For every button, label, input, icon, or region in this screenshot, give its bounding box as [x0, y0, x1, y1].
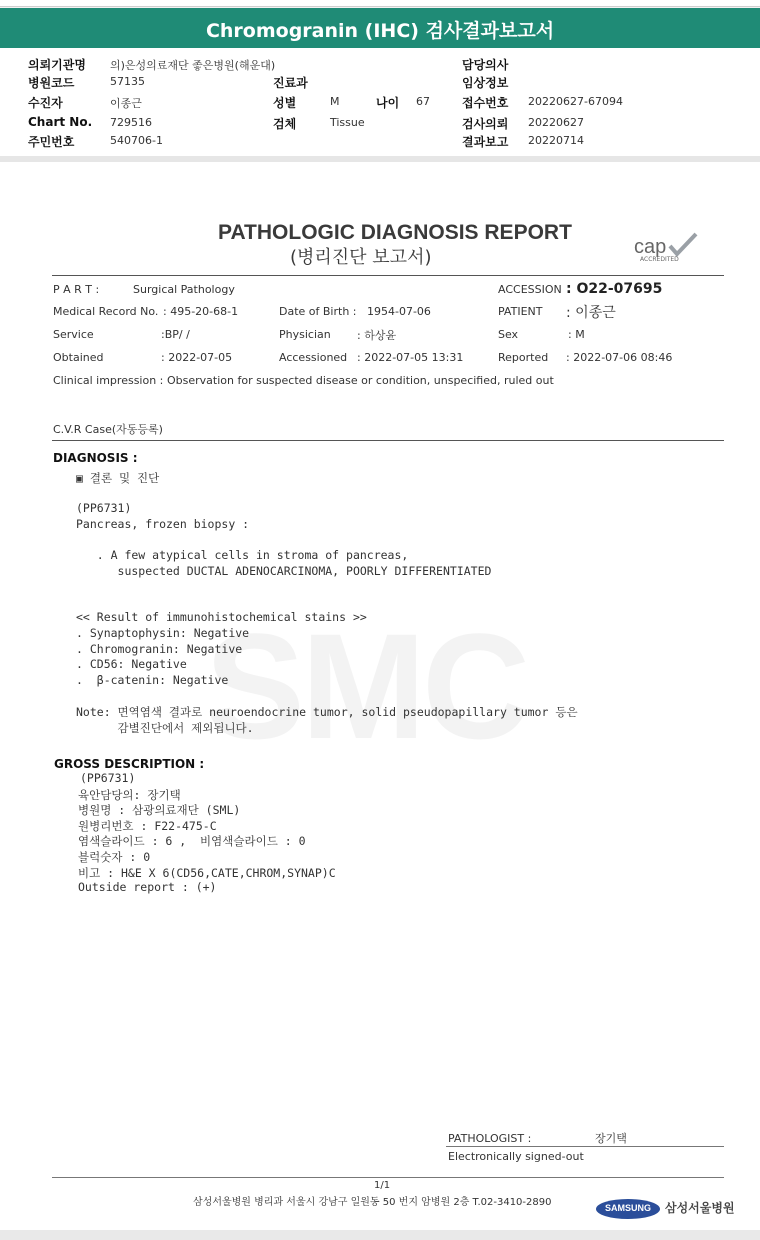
header-label: 접수번호: [462, 96, 509, 110]
header-value: 20220627: [528, 116, 584, 129]
diagnosis-line: Note: 면역염색 결과로 neuroendocrine tumor, solid pseudopapillary tumor 등은: [76, 705, 578, 719]
clinical-impression-label: Clinical impression :: [53, 374, 164, 387]
gross-line: 염색슬라이드 : 6 , 비염색슬라이드 : 0: [78, 834, 306, 849]
gross-line: 블럭숫자 : 0: [78, 850, 151, 864]
divider: [52, 1177, 724, 1178]
header-value: 729516: [110, 116, 152, 129]
accession-label: ACCESSION: [498, 283, 562, 296]
accessioned-value: : 2022-07-05 13:31: [357, 351, 464, 364]
diagnosis-line: . A few atypical cells in stroma of pancreas,: [76, 548, 409, 562]
diagnosis-line: (PP6731): [76, 501, 132, 516]
header-value: 57135: [110, 75, 145, 88]
header-value: 20220714: [528, 134, 584, 147]
header-label: 담당의사: [462, 58, 509, 72]
gross-line: 병원명 : 삼광의료재단 (SML): [78, 803, 241, 818]
header-label: Chart No.: [28, 115, 93, 129]
header-value: Tissue: [330, 116, 365, 129]
pathologist-name: 장기택: [595, 1132, 627, 1145]
diagnosis-line: << Result of immunohistochemical stains >>: [76, 610, 367, 625]
obtained-value: : 2022-07-05: [161, 351, 233, 364]
gross-line: 원병리번호 : F22-475-C: [78, 818, 217, 833]
diagnosis-line: 감별진단에서 제외됩니다.: [76, 720, 254, 735]
gross-line: 육안담당의: 장기택: [78, 787, 181, 802]
footer-address: 삼성서울병원 병리과 서울시 강남구 일원동 50 번지 암병원 2층 T.02-3410-2890: [193, 1197, 552, 1208]
diagnosis-line: . Chromogranin: Negative: [76, 641, 243, 656]
dob-label: Date of Birth :: [279, 305, 357, 318]
samsung-logo-text: SAMSUNG: [604, 1203, 651, 1213]
divider: [52, 440, 724, 441]
part-value: Surgical Pathology: [133, 283, 235, 296]
cap-logo-text: cap: [634, 236, 667, 258]
header-label: 검체: [273, 117, 297, 131]
patient-value: : 이종근: [566, 305, 616, 321]
header-value: 20220627-67094: [528, 95, 623, 108]
gross-line: Outside report : (+): [78, 880, 217, 895]
mrn-value: : 495-20-68-1: [163, 305, 239, 318]
samsung-logo: [596, 1199, 660, 1219]
page-title: Chromogranin (IHC) 검사결과보고서: [205, 20, 555, 42]
accession-number: O22-07695: [576, 281, 663, 297]
window-top-edge: [0, 0, 760, 7]
cap-accredited-text: ACCREDITED: [640, 256, 679, 263]
page-number: 1/1: [374, 1180, 391, 1191]
pathologist-label: PATHOLOGIST :: [448, 1132, 532, 1145]
cap-accredited-logo: [632, 232, 702, 264]
header-value: 이종근: [110, 97, 142, 110]
header-value: M: [330, 95, 340, 108]
cvr-case: C.V.R Case(자동등록): [53, 423, 163, 436]
header-label: 병원코드: [28, 76, 75, 90]
header-label: 나이: [376, 96, 400, 110]
header-label: 검사의뢰: [462, 117, 509, 131]
dob-value: 1954-07-06: [367, 305, 431, 318]
header-value: 67: [416, 95, 430, 108]
gross-line: 비고 : H&E X 6(CD56,CATE,CHROM,SYNAP)C: [78, 865, 336, 880]
header-value: 540706-1: [110, 134, 163, 147]
physician-value: : 하상윤: [357, 329, 397, 342]
report-title: PATHOLOGIC DIAGNOSIS REPORT: [218, 221, 572, 244]
report-subtitle: (병리진단 보고서): [290, 247, 432, 268]
header-value: 의)은성의료재단 좋은병원(해운대): [110, 59, 276, 72]
diagnosis-line: . β-catenin: Negative: [76, 672, 229, 687]
clinical-impression-value: Observation for suspected disease or condition, unspecified, ruled out: [167, 374, 554, 387]
accession-value: : O22-07695: [566, 281, 663, 297]
accessioned-label: Accessioned: [279, 351, 348, 364]
title-bar: [0, 8, 760, 48]
diagnosis-line: . Synaptophysin: Negative: [76, 626, 250, 640]
patient-name: 이종근: [575, 305, 616, 321]
patient-label: PATIENT: [498, 305, 543, 318]
header-label: 임상정보: [462, 76, 509, 90]
obtained-label: Obtained: [53, 351, 104, 364]
diagnosis-heading: DIAGNOSIS :: [53, 451, 138, 465]
diagnosis-line: suspected DUCTAL ADENOCARCINOMA, POORLY DIFFERENTIATED: [76, 563, 492, 578]
header-label: 의뢰기관명: [28, 58, 86, 72]
header-label: 진료과: [273, 76, 308, 90]
service-label: Service: [53, 328, 94, 341]
gross-line: (PP6731): [80, 771, 136, 785]
sex-value: : M: [568, 328, 585, 341]
diagnosis-line: Pancreas, frozen biopsy :: [76, 516, 250, 531]
reported-value: : 2022-07-06 08:46: [566, 351, 673, 364]
gross-heading: GROSS DESCRIPTION :: [54, 757, 205, 771]
divider: [52, 275, 724, 276]
physician-label: Physician: [279, 328, 331, 341]
mrn-label: Medical Record No.: [53, 305, 159, 318]
service-value: :BP/ /: [161, 328, 190, 341]
header-label: 주민번호: [28, 135, 75, 149]
part-label: P A R T :: [53, 283, 100, 296]
header-label: 성별: [273, 96, 297, 110]
sex-label: Sex: [498, 328, 519, 341]
reported-label: Reported: [498, 351, 549, 364]
diagnosis-line: . CD56: Negative: [76, 657, 187, 672]
diagnosis-line: ▣ 결론 및 진단: [76, 471, 160, 485]
header-label: 수진자: [28, 96, 63, 110]
bottom-edge: [0, 1230, 760, 1240]
header-label: 결과보고: [462, 135, 509, 149]
hospital-logo: 삼성서울병원: [665, 1201, 735, 1215]
signed-out: Electronically signed-out: [448, 1150, 584, 1163]
divider: [446, 1146, 724, 1147]
watermark: [205, 600, 526, 773]
